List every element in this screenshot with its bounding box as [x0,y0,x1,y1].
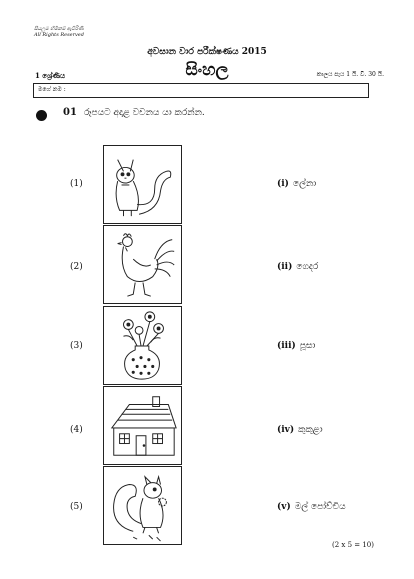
item-number: (2) [70,262,83,272]
item-number: (1) [70,179,83,189]
word-text: කුකුළා [298,425,323,435]
copyright-english: All Rights Reserved [34,32,84,38]
word-text: ගෙදර [296,262,319,272]
roman-numeral: (iii) [277,341,296,351]
word-option-3 [277,341,315,351]
roman-numeral: (v) [277,502,291,512]
word-text: පූසා [299,341,316,351]
word-option-2 [277,262,318,272]
cat-picture [103,145,182,224]
exam-title: අවසාන වාර පරීක්ෂණය 2015 [147,47,267,57]
item-number: (3) [70,341,83,351]
roman-numeral: (i) [277,179,289,189]
word-text: මල් පෝච්චිය [294,502,346,512]
rooster-picture [103,225,182,304]
question-number: 01 [63,107,77,118]
marks-allocation: (2 x 5 = 10) [332,541,374,549]
word-option-5 [277,502,346,512]
question-text: රූපයට අදාළ වචනය යා කරන්න. [84,108,205,118]
word-option-1 [277,179,316,189]
time-allowed: කාලය පැය 1 යි. වි. 30 යි. [316,71,384,78]
flower-vase-picture [103,306,182,385]
squirrel-picture [103,466,182,545]
roman-numeral: (iv) [277,425,295,435]
grade-label: 1 ශ්‍රේණිය [35,71,65,80]
bullet-icon [36,110,47,121]
item-number: (4) [70,425,83,435]
name-label: මගේ නම : [38,86,66,93]
house-picture [103,386,182,465]
roman-numeral: (ii) [277,262,293,272]
word-option-4 [277,425,323,435]
copyright-sinhala: සියලුම හිමිකම් ඇවිරිණි [34,26,84,32]
word-text: ලේනා [292,179,317,189]
item-number: (5) [70,502,83,512]
name-field[interactable] [33,83,369,98]
subject-title: සිංහල [185,60,229,80]
